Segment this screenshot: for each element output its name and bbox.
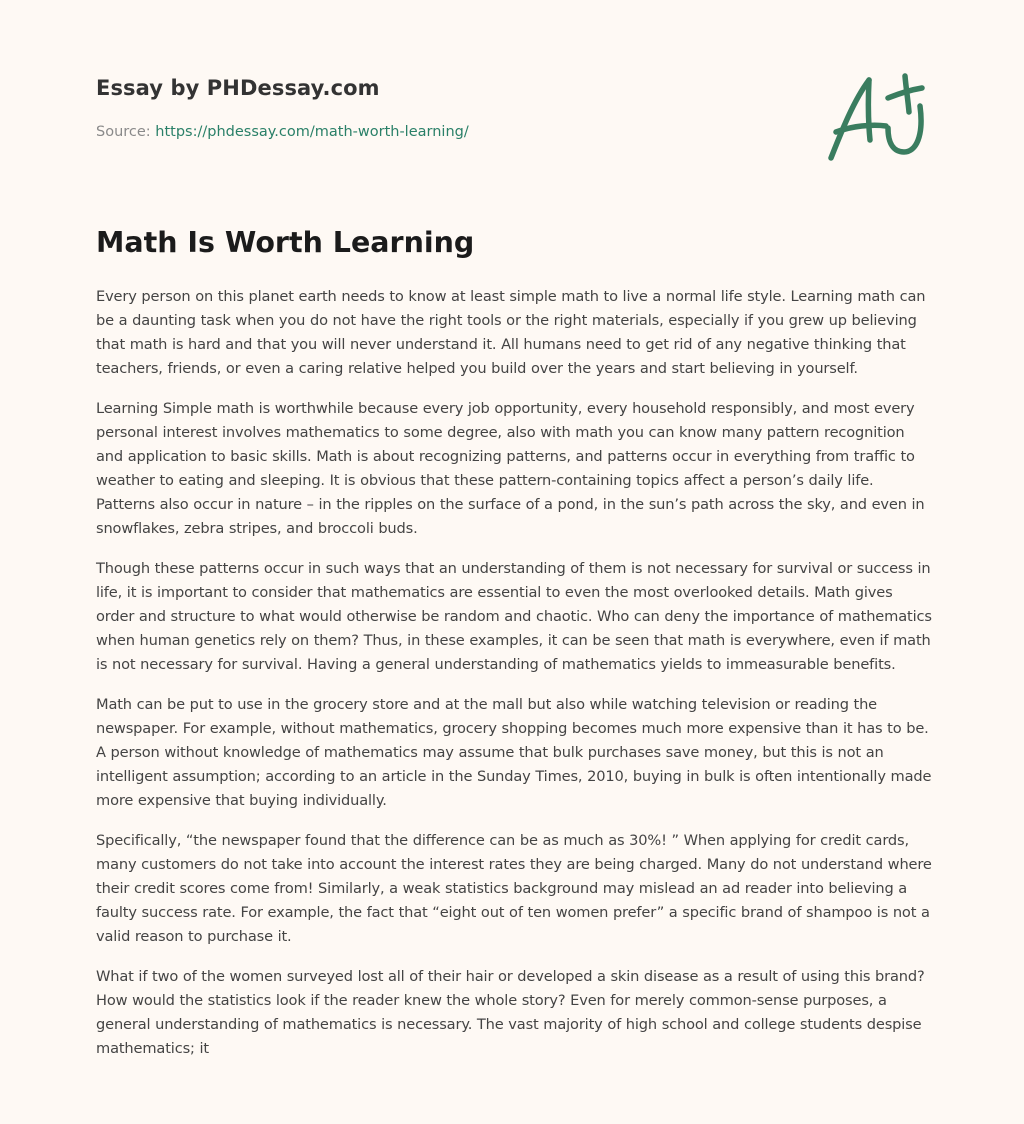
source-line [96,124,469,140]
essay-page [96,0,936,1057]
essay-paragraph: Specifically, “the newspaper found that the difference can be as much as 30%! ” When applying for credit cards, many customers do not take into account the interest rates they are being charged. Many do not understand where their credit scores come from! Similarly, a weak statistics background may mislead an ad reader into believing a faulty success rate. For example, the fact that “eight out of ten women prefer” a specific brand of shampoo is not a valid reason to purchase it. [96,832,932,945]
a-plus-grade-icon [824,68,928,164]
essay-paragraph: Learning Simple math is worthwhile because every job opportunity, every household responsibly, and most every personal interest involves mathematics to some degree, also with math you can know many pattern recognition and application to basic skills. Math is about recognizing patterns, and patterns occur in everything from traffic to weather to eating and sleeping. It is obvious that these pattern-containing topics affect a person’s daily life. Patterns also occur in nature – in the ripples on the surface of a pond, in the sun’s path across the sky, and even in snowflakes, zebra stripes, and broccoli buds. [96,400,925,537]
source-link[interactable]: https://phdessay.com/math-worth-learning/ [155,124,469,140]
source-label: Source: [96,124,156,140]
essay-paragraph: Math can be put to use in the grocery store and at the mall but also while watching television or reading the newspaper. For example, without mathematics, grocery shopping becomes much more expensive than it has to be. A person without knowledge of mathematics may assume that bulk purchases save money, but this is not an intelligent assumption; according to an article in the Sunday Times, 2010, buying in bulk is often intentionally made more expensive that buying individually. [96,696,932,809]
header [96,0,936,200]
essay-paragraph: Though these patterns occur in such ways that an understanding of them is not necessary for survival or success in life, it is important to consider that mathematics are essential to even the most overlooked details. Math gives order and structure to what would otherwise be random and chaotic. Who can deny the importance of mathematics when human genetics rely on them? Thus, in these examples, it can be seen that math is everywhere, even if math is not necessary for survival. Having a general understanding of mathematics yields to immeasurable benefits. [96,560,932,673]
essay-paragraph: Every person on this planet earth needs to know at least simple math to live a normal life style. Learning math can be a daunting task when you do not have the right tools or the right materials, especially if you grew up believing that math is hard and that you will never understand it. All humans need to get rid of any negative thinking that teachers, friends, or even a caring relative helped you build over the years and start believing in yourself. [96,288,926,377]
brand-title: Essay by PHDessay.com [96,76,380,100]
essay-title: Math Is Worth Learning [96,226,475,259]
essay-body [96,285,932,1077]
essay-paragraph: What if two of the women surveyed lost all of their hair or developed a skin disease as a result of using this brand? How would the statistics look if the reader knew the whole story? Even for merely common-sense purposes, a general understanding of mathematics is necessary. The vast majority of high school and college students despise mathematics; it [96,968,925,1057]
